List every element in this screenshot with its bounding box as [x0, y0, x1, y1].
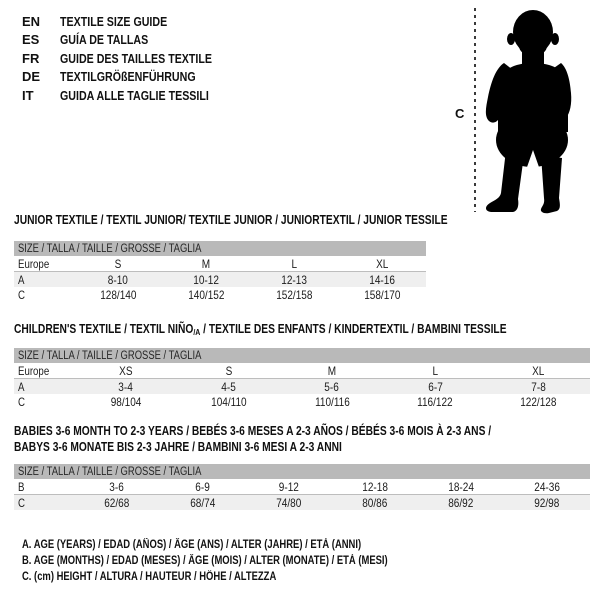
size-cell: 68/74: [190, 495, 216, 510]
row-label: C: [18, 394, 25, 409]
table-row: [14, 287, 426, 302]
row-label: A: [18, 272, 25, 287]
junior-size-table: [14, 241, 426, 302]
lang-code: ES: [22, 32, 40, 48]
size-cell: 98/104: [110, 394, 141, 409]
size-cell: 9-12: [278, 479, 300, 494]
lang-title: GUIDA ALLE TAGLIE TESSILI: [60, 87, 209, 103]
size-cell: 5-6: [324, 379, 340, 394]
row-label: C: [18, 495, 25, 510]
lang-code: FR: [22, 50, 40, 66]
lang-title: TEXTILGRÖßENFÜHRUNG: [60, 69, 196, 85]
size-cell: 80/86: [362, 495, 388, 510]
size-cell: 4-5: [221, 379, 237, 394]
size-cell: 152/158: [275, 287, 313, 302]
size-cell: 6-9: [195, 479, 211, 494]
lang-row-it: [22, 86, 245, 105]
size-cell: 3-4: [118, 379, 133, 394]
size-cell: 140/152: [187, 287, 225, 302]
footnote-legend: [22, 537, 468, 585]
size-cell: 86/92: [448, 495, 474, 510]
lang-row-en: [22, 12, 245, 31]
size-cell: S: [225, 363, 233, 378]
size-cell: 8-10: [107, 272, 129, 287]
babies-size-table: [14, 464, 590, 510]
size-cell: 18-24: [448, 479, 474, 494]
size-cell: 104/110: [211, 394, 247, 409]
lang-row-es: [22, 31, 245, 50]
size-cell: 116/122: [417, 394, 453, 409]
lang-title: TEXTILE SIZE GUIDE: [60, 13, 168, 29]
size-cell: L: [291, 256, 297, 271]
footnote-a: A. AGE (YEARS) / EDAD (AÑOS) / ÂGE (ANS) / ALTER (JAHRE) / ETÀ (ANNI): [22, 539, 362, 551]
size-cell: 12-13: [281, 272, 307, 287]
size-cell: XL: [532, 363, 545, 378]
size-cell: 122/128: [520, 394, 557, 409]
height-measure-label: C: [455, 106, 465, 121]
row-label: Europe: [18, 363, 50, 378]
table-row: [14, 494, 590, 510]
junior-table-title: JUNIOR TEXTILE / TEXTIL JUNIOR/ TEXTILE JUNIOR / JUNIORTEXTIL / JUNIOR TESSILE: [14, 213, 448, 227]
row-label: C: [18, 287, 25, 302]
baby-silhouette-icon: [480, 0, 600, 215]
table-row: [14, 363, 590, 378]
children-size-table: [14, 348, 590, 409]
size-cell: 62/68: [104, 495, 130, 510]
table-row: [14, 378, 590, 394]
size-cell: 6-7: [427, 379, 443, 394]
children-table-title: CHILDREN'S TEXTILE / TEXTIL NIÑO/A / TEXTILE DES ENFANTS / KINDERTEXTIL / BAMBINI TESSILE: [14, 322, 507, 337]
table-row: [14, 256, 426, 271]
size-header-row: SIZE / TALLA / TAILLE / GRÖSSE / TAGLIA: [14, 241, 426, 256]
size-cell: S: [114, 256, 122, 271]
size-header-row: SIZE / TALLA / TAILLE / GRÖSSE / TAGLIA: [14, 348, 590, 363]
size-cell: M: [201, 256, 211, 271]
footnote-b: B. AGE (MONTHS) / EDAD (MESES) / ÂGE (MOIS) / ALTER (MONATE) / ETÀ (MESI): [22, 555, 388, 567]
size-cell: 110/116: [314, 394, 350, 409]
size-cell: XL: [375, 256, 389, 271]
lang-title: GUIDE DES TAILLES TEXTILE: [60, 50, 213, 66]
size-cell: 10-12: [193, 272, 219, 287]
size-cell: 158/170: [363, 287, 401, 302]
height-measure-dotted-line: [474, 8, 476, 212]
babies-table-title: BABIES 3-6 MONTH TO 2-3 YEARS / BEBÉS 3-6 MESES A 2-3 AÑOS / BÉBÉS 3-6 MOIS À 2-3 ANS / BABYS 3-6 MONATE BIS 2-3 JAHRE / BAMBINI 3-6 MESI A 2-3 ANNI: [14, 424, 492, 454]
row-label: B: [18, 479, 25, 494]
lang-code: IT: [22, 87, 34, 103]
size-cell: 7-8: [531, 379, 546, 394]
table-row: [14, 479, 590, 494]
table-row: [14, 394, 590, 409]
row-label: A: [18, 379, 25, 394]
size-cell: 3-6: [109, 479, 125, 494]
size-cell: 92/98: [534, 495, 560, 510]
size-cell: 12-18: [362, 479, 388, 494]
size-header-row: SIZE / TALLA / TAILLE / GRÖSSE / TAGLIA: [14, 464, 590, 479]
size-cell: 128/140: [99, 287, 137, 302]
size-cell: 74/80: [276, 495, 302, 510]
size-cell: 14-16: [369, 272, 395, 287]
size-cell: XS: [118, 363, 133, 378]
lang-row-de: [22, 68, 245, 87]
lang-code: DE: [22, 69, 41, 85]
size-cell: M: [327, 363, 337, 378]
language-title-list: [22, 12, 245, 105]
row-label: Europe: [18, 256, 50, 271]
lang-code: EN: [22, 13, 41, 29]
lang-row-fr: [22, 49, 245, 68]
footnote-c: C. (cm) HEIGHT / ALTURA / HAUTEUR / HÖHE / ALTEZZA: [22, 571, 277, 583]
table-row: [14, 271, 426, 287]
size-cell: L: [432, 363, 438, 378]
size-cell: 24-36: [534, 479, 560, 494]
lang-title: GUÍA DE TALLAS: [60, 32, 149, 48]
